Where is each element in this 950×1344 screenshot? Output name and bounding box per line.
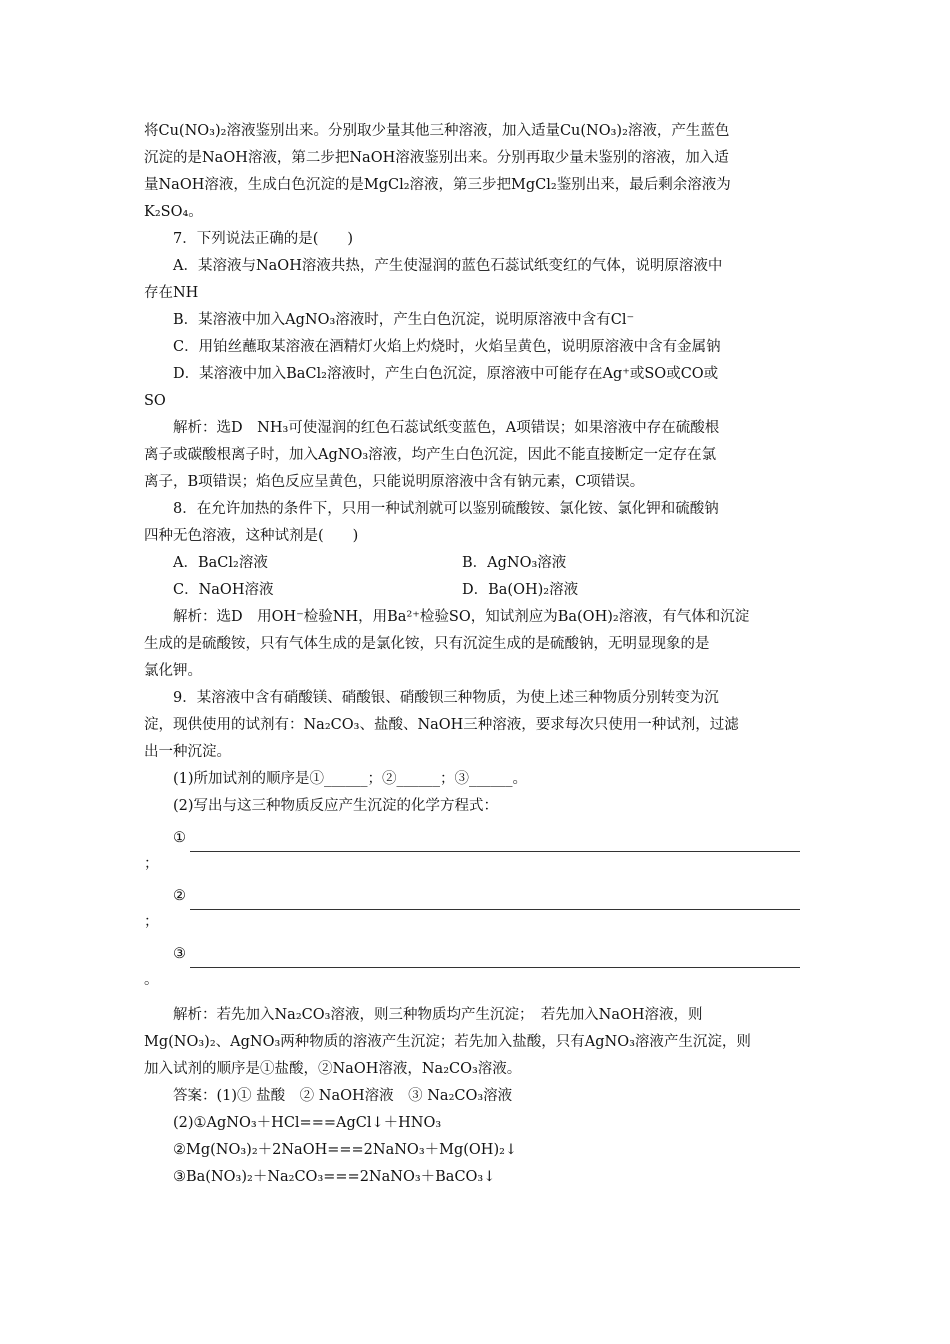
q7-option-d-cont: SO: [144, 393, 166, 409]
blank-line[interactable]: [190, 947, 800, 968]
intro-line: 沉淀的是NaOH溶液，第二步把NaOH溶液鉴别出来。分别再取少量未鉴别的溶液，加入适: [144, 150, 729, 166]
q7-analysis-cont: 离子，B项错误；焰色反应呈黄色，只能说明原溶液中含有钠元素，C项错误。: [144, 474, 645, 490]
blank-end-punct: ；: [144, 856, 159, 872]
q9-equation-1: (2)①AgNO₃＋HCl===AgCl↓＋HNO₃: [173, 1115, 442, 1131]
q9-stem-cont: 淀，现供使用的试剂有：Na₂CO₃、盐酸、NaOH三种溶液，要求每次只使用一种试剂，过滤: [144, 717, 739, 733]
blank-end-punct: 。: [144, 972, 159, 988]
q8-analysis: 解析：选D 用OH⁻检验NH，用Ba²⁺检验SO，知试剂应为Ba(OH)₂溶液，有气体和沉淀: [173, 609, 750, 625]
q9-stem: 9．某溶液中含有硝酸镁、硝酸银、硝酸钡三种物质，为使上述三种物质分别转变为沉: [173, 690, 719, 706]
q9-stem-cont: 出一种沉淀。: [144, 744, 231, 760]
blank-marker: ②: [173, 888, 186, 904]
q8-option-a: A．BaCl₂溶液: [173, 555, 268, 571]
q8-stem: 8．在允许加热的条件下，只用一种试剂就可以鉴别硫酸铵、氯化铵、氯化钾和硫酸钠: [173, 501, 719, 517]
q8-option-d: D．Ba(OH)₂溶液: [462, 582, 579, 598]
q9-part-2: (2)写出与这三种物质反应产生沉淀的化学方程式：: [173, 798, 499, 814]
intro-line: 量NaOH溶液，生成白色沉淀的是MgCl₂溶液，第三步把MgCl₂鉴别出来，最后剩余溶液为: [144, 177, 731, 193]
intro-line: 将Cu(NO₃)₂溶液鉴别出来。分别取少量其他三种溶液，加入适量Cu(NO₃)₂溶液，产生蓝色: [144, 123, 730, 139]
intro-line: K₂SO₄。: [144, 204, 203, 220]
q9-analysis-cont: Mg(NO₃)₂、AgNO₃两种物质的溶液产生沉淀；若先加入盐酸，只有AgNO₃溶液产生沉淀，则: [144, 1034, 751, 1050]
q7-option-b: B．某溶液中加入AgNO₃溶液时，产生白色沉淀，说明原溶液中含有Cl⁻: [173, 312, 635, 328]
q7-stem: 7．下列说法正确的是( ): [173, 231, 354, 247]
q8-options-row-1: [144, 550, 806, 577]
blank-line[interactable]: [190, 831, 800, 852]
answer-blank-3[interactable]: [144, 938, 806, 968]
q7-analysis: 解析：选D NH₃可使湿润的红色石蕊试纸变蓝色，A项错误；如果溶液中存在硫酸根: [173, 420, 720, 436]
q7-option-a-cont: 存在NH: [144, 285, 199, 301]
q7-analysis-cont: 离子或碳酸根离子时，加入AgNO₃溶液，均产生白色沉淀，因此不能直接断定一定存在氯: [144, 447, 717, 463]
document-body: [144, 118, 806, 1191]
q7-option-d: D．某溶液中加入BaCl₂溶液时，产生白色沉淀，原溶液中可能存在Ag⁺或SO或CO或: [173, 366, 719, 382]
q8-options-row-2: [144, 577, 806, 604]
q9-equation-2: ②Mg(NO₃)₂＋2NaOH===2NaNO₃＋Mg(OH)₂↓: [173, 1142, 518, 1158]
blank-marker: ①: [173, 830, 186, 846]
q9-part-1: (1)所加试剂的顺序是①______；②______；③______。: [173, 771, 528, 787]
q8-stem-cont: 四种无色溶液，这种试剂是( ): [144, 528, 359, 544]
q8-analysis-cont: 生成的是硫酸铵，只有气体生成的是氯化铵，只有沉淀生成的是硫酸钠，无明显现象的是: [144, 636, 710, 652]
q8-analysis-cont: 氯化钾。: [144, 663, 202, 679]
q8-option-b: B．AgNO₃溶液: [462, 555, 567, 571]
q8-option-c: C．NaOH溶液: [173, 582, 274, 598]
q9-equation-3: ③Ba(NO₃)₂＋Na₂CO₃===2NaNO₃＋BaCO₃↓: [173, 1169, 496, 1185]
q7-option-a: A．某溶液与NaOH溶液共热，产生使湿润的蓝色石蕊试纸变红的气体，说明原溶液中: [173, 258, 723, 274]
blank-marker: ③: [173, 946, 186, 962]
q9-answer: 答案：(1)① 盐酸 ② NaOH溶液 ③ Na₂CO₃溶液: [173, 1088, 513, 1104]
answer-blank-1[interactable]: [144, 822, 806, 852]
q9-analysis: 解析：若先加入Na₂CO₃溶液，则三种物质均产生沉淀； 若先加入NaOH溶液，则: [173, 1007, 703, 1023]
q9-analysis-cont: 加入试剂的顺序是①盐酸，②NaOH溶液，Na₂CO₃溶液。: [144, 1061, 522, 1077]
q7-option-c: C．用铂丝蘸取某溶液在酒精灯火焰上灼烧时，火焰呈黄色，说明原溶液中含有金属钠: [173, 339, 721, 355]
blank-end-punct: ；: [144, 914, 159, 930]
answer-blank-2[interactable]: [144, 880, 806, 910]
blank-line[interactable]: [190, 889, 800, 910]
